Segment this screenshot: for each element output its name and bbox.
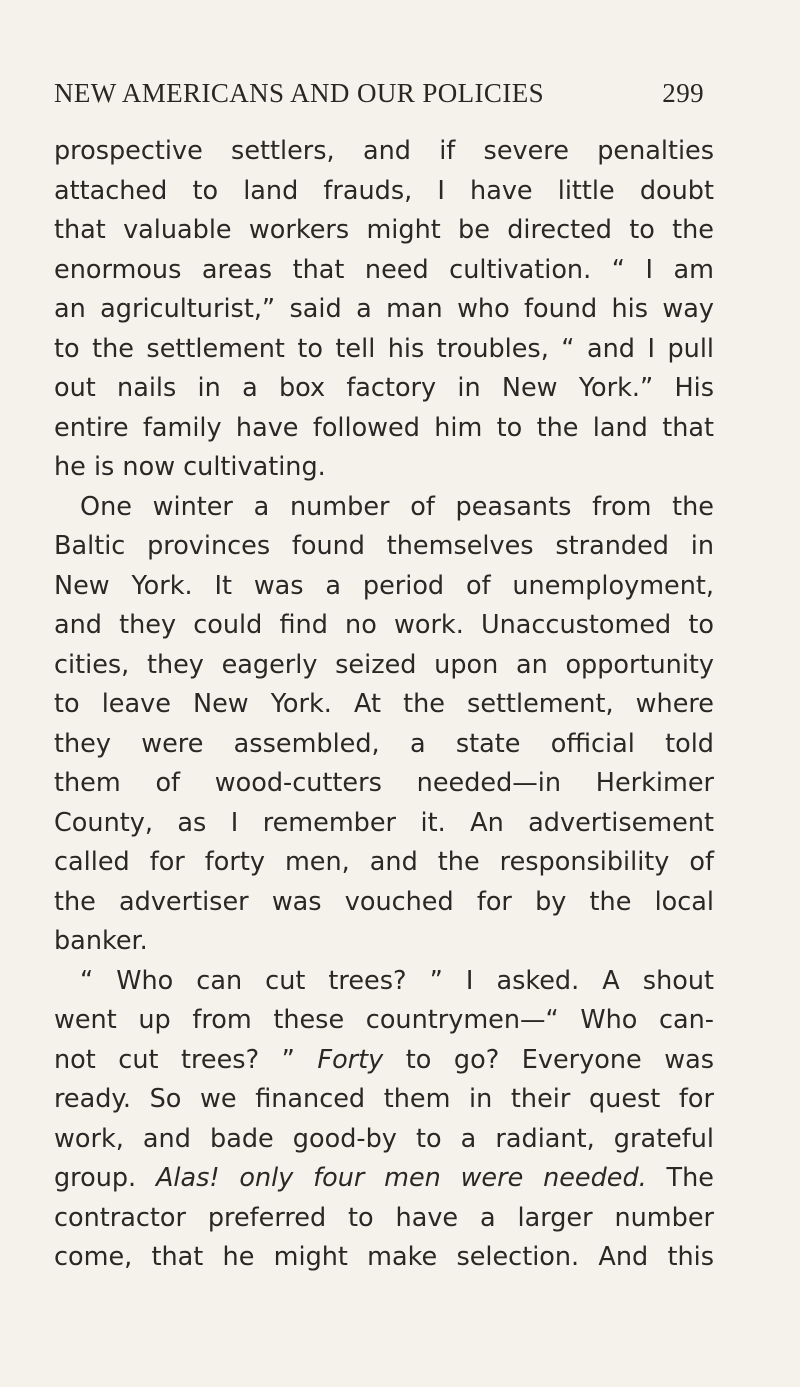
text-line: an agriculturist,” said a man who found his way xyxy=(54,294,714,324)
text-line: One winter a number of peasants from the xyxy=(80,491,714,522)
text-line: went up from these countrymen—“ Who can- xyxy=(54,1005,714,1035)
text-line: that valuable workers might be directed to the xyxy=(54,215,714,245)
text-line: County, as I remember it. An advertisement xyxy=(54,807,714,838)
text-line: the advertiser was vouched for by the local xyxy=(54,886,714,917)
text-line: to leave New York. At the settlement, where xyxy=(54,689,714,719)
italic-text: Alas! only four men were needed. xyxy=(155,1163,647,1193)
text-line: Baltic provinces found themselves stranded in xyxy=(54,531,714,561)
text-line: entire family have followed him to the land that xyxy=(54,412,714,443)
text-line: attached to land frauds, I have little doubt xyxy=(54,175,714,206)
text-segment: group. xyxy=(54,1163,156,1193)
page-number: 299 xyxy=(662,78,704,108)
text-line: work, and bade good-by to a radiant, grateful xyxy=(54,1123,714,1154)
running-head-title: NEW AMERICANS AND OUR POLICIES xyxy=(54,78,545,108)
text-line xyxy=(54,1041,714,1081)
text-line: New York. It was a period of unemployment, xyxy=(54,570,714,601)
italic-text: Forty xyxy=(317,1044,384,1075)
text-line: ready. So we financed them in their quest for xyxy=(54,1084,714,1114)
text-line: contractor preferred to have a larger number xyxy=(54,1202,714,1233)
text-line: out nails in a box factory in New York.” His xyxy=(54,373,714,403)
text-line: they were assembled, a state official told xyxy=(54,728,714,759)
text-line: come, that he might make selection. And this xyxy=(54,1242,714,1272)
text-line: banker. xyxy=(54,926,148,956)
text-line: prospective settlers, and if severe penalties xyxy=(54,136,714,166)
text-line: called for forty men, and the responsibility of xyxy=(54,847,714,877)
text-line: to the settlement to tell his troubles, “ and I pull xyxy=(54,333,714,364)
text-segment: not cut trees? ” xyxy=(54,1044,318,1075)
text-line: enormous areas that need cultivation. “ I am xyxy=(54,254,714,285)
body-text xyxy=(54,132,714,1278)
text-line: he is now cultivating. xyxy=(54,452,326,482)
text-segment: The xyxy=(646,1163,714,1193)
text-line: cities, they eagerly seized upon an opportunity xyxy=(54,649,714,680)
text-line: “ Who can cut trees? ” I asked. A shout xyxy=(80,965,714,996)
text-line: and they could find no work. Unaccustomed to xyxy=(54,610,714,640)
text-line: them of wood-cutters needed—in Herkimer xyxy=(54,768,714,798)
text-line xyxy=(54,1159,714,1199)
text-segment: to go? Everyone was xyxy=(383,1044,714,1075)
running-head xyxy=(54,78,704,118)
